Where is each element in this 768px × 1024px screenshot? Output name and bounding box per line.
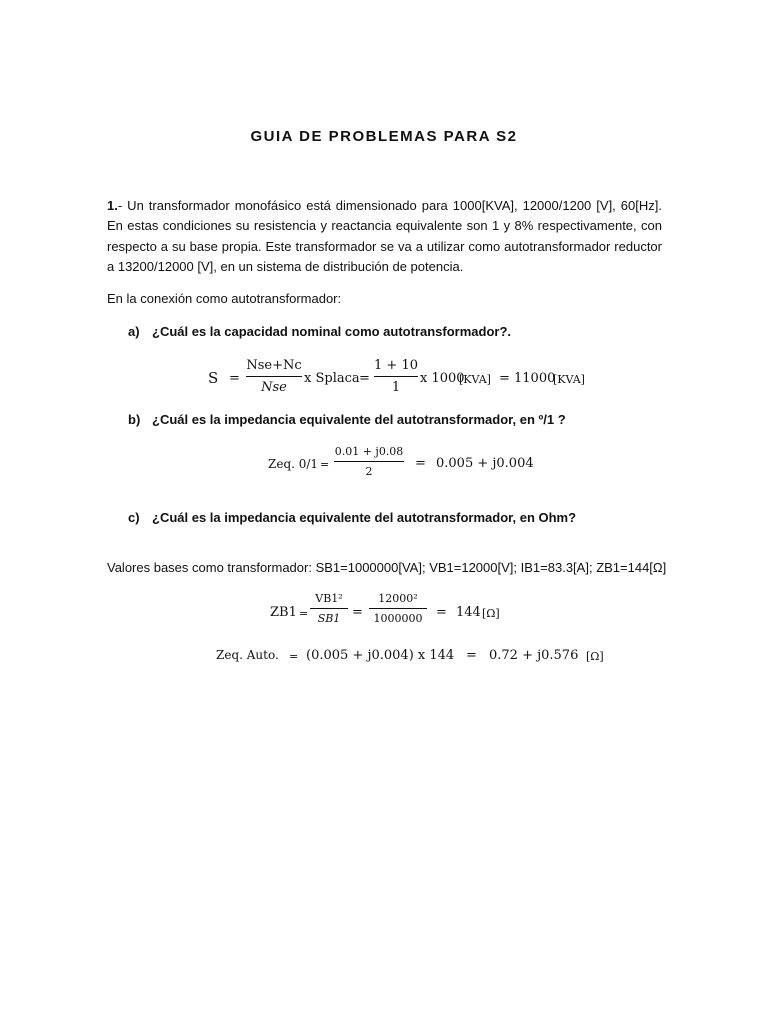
base-s: SB1=1000000[VA]	[315, 560, 422, 575]
eq-zb-result: 144	[456, 605, 481, 620]
eq-a-equals-3: =	[499, 371, 510, 386]
fraction-bar	[369, 608, 427, 609]
question-c-marker: c)	[128, 510, 140, 525]
eq-auto-expression: (0.005 + j0.004) x 144	[306, 648, 455, 663]
eq-a-fraction-2	[374, 358, 418, 395]
eq-auto-result: 0.72 + j0.576	[489, 648, 579, 663]
question-b-marker: b)	[128, 412, 141, 427]
eq-b-equals-2: =	[415, 456, 426, 471]
eq-a-times-value: x 1000	[420, 371, 465, 386]
eq-a-fraction-1	[246, 358, 302, 395]
eq-zb-num: VB1²	[315, 592, 343, 605]
eq-zb-den: SB1	[317, 612, 341, 625]
eq-auto-equals-1: =	[289, 650, 299, 663]
eq-auto-equals-2: =	[466, 648, 477, 663]
fraction-bar	[334, 461, 404, 462]
eq-zb-fraction-2	[369, 592, 427, 625]
connection-label: En la conexión como autotransformador:	[107, 291, 342, 306]
question-c-text: ¿Cuál es la impedancia equivalente del autotransformador, en Ohm?	[152, 510, 577, 525]
eq-b-num: 0.01 + j0.08	[334, 445, 404, 458]
eq-a-frac1-num: Nse+Nc	[246, 358, 302, 373]
eq-a-frac2-den: 1	[391, 380, 401, 395]
eq-a-unit-1: [KVA]	[459, 373, 491, 386]
eq-a-unit-2: [KVA]	[553, 373, 585, 386]
question-a-marker: a)	[128, 324, 140, 339]
eq-auto-unit: [Ω]	[586, 650, 604, 663]
eq-zb-equals-3: =	[436, 605, 447, 620]
eq-auto-lhs: Zeq. Auto.	[216, 648, 279, 662]
bases-line	[107, 560, 666, 575]
eq-a-times-splaca: x Splaca	[304, 371, 360, 386]
eq-zb-fraction-1	[310, 592, 348, 625]
eq-b-fraction	[334, 445, 404, 478]
bases-separator: ;	[513, 560, 521, 575]
eq-zb-equals-1: =	[299, 607, 309, 620]
base-i: IB1=83.3[A]	[520, 560, 589, 575]
eq-b-den: 2	[365, 465, 373, 478]
base-v: VB1=12000[V]	[429, 560, 514, 575]
eq-b-lhs: Zeq. 0/1	[268, 457, 319, 471]
bases-separator: ;	[588, 560, 597, 575]
eq-a-equals-2: =	[359, 371, 370, 386]
eq-a-result: 11000	[514, 371, 556, 386]
bases-label: Valores bases como transformador:	[107, 560, 316, 575]
question-a-text: ¿Cuál es la capacidad nominal como autotransformador?.	[152, 324, 512, 339]
fraction-bar	[374, 376, 418, 377]
problem-1-statement	[107, 196, 662, 278]
eq-a-frac1-den: Nse	[261, 380, 287, 395]
base-z: ZB1=144[Ω]	[596, 560, 667, 575]
eq-b-result: 0.005 + j0.004	[436, 456, 534, 471]
bases-separator: ;	[421, 560, 430, 575]
fraction-bar	[310, 608, 348, 609]
fraction-bar	[246, 376, 302, 377]
eq-zb-lhs: ZB1	[270, 605, 297, 620]
eq-a-lhs: S	[208, 369, 219, 387]
question-b-text: ¿Cuál es la impedancia equivalente del autotransformador, en º/1 ?	[152, 412, 566, 427]
eq-zb-equals-2: =	[352, 605, 363, 620]
page-title: GUIA DE PROBLEMAS PARA S2	[250, 128, 518, 145]
eq-a-equals-1: =	[229, 371, 240, 386]
eq-zb-den2: 1000000	[373, 612, 423, 625]
problem-number: 1.	[107, 198, 118, 213]
problem-text: - Un transformador monofásico está dimensionado para 1000[KVA], 12000/1200 [V], 60[Hz]. En estas condiciones su resistencia y reactancia equivalente son 1 y 8% respectivamente, con respecto a su base propia. Este transformador se va a utilizar como autotransformador reductor a 13200/12000 [V], en un sistema de distribución de potencia.	[107, 198, 662, 275]
eq-a-frac2-num: 1 + 10	[374, 358, 418, 373]
eq-zb-num2: 12000²	[378, 592, 418, 605]
eq-b-equals-1: =	[320, 458, 330, 471]
eq-zb-unit: [Ω]	[482, 607, 500, 620]
